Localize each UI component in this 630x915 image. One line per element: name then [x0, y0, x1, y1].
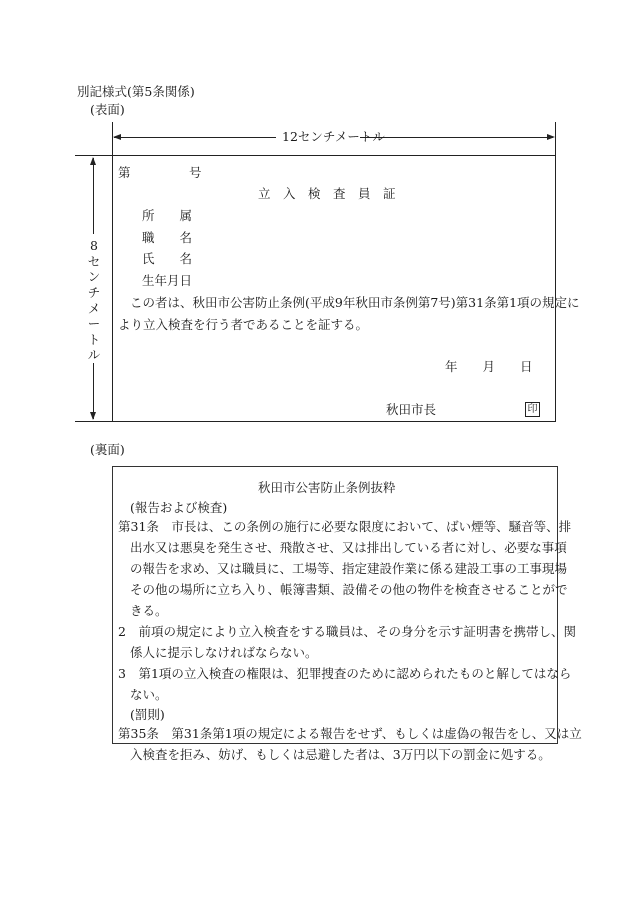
- width-arrow-left-head: [113, 134, 121, 140]
- field-position: 職 名: [142, 230, 193, 245]
- field-name: 氏 名: [142, 251, 193, 266]
- height-arrow-bottom-head: [90, 412, 96, 420]
- article-35-line: 第35条 第31条第1項の規定による報告をせず、もしくは虚偽の報告をし、又は立: [118, 726, 582, 741]
- certificate-title: 立 入 検 査 員 証: [258, 186, 396, 201]
- issuer-name: 秋田市長: [386, 402, 437, 417]
- width-dimension-label: 12センチメートル: [282, 129, 385, 144]
- field-birthdate: 生年月日: [142, 273, 193, 288]
- article-31-paragraph-3-line: 3 第1項の立入検査の権限は、犯罪捜査のために認められたものと解してはなら: [118, 666, 572, 681]
- field-affiliation: 所 属: [142, 208, 193, 223]
- ordinance-excerpt-title: 秋田市公害防止条例抜粋: [258, 480, 396, 495]
- section-heading-report-inspection: (報告および検査): [130, 500, 228, 515]
- article-31-line: その他の場所に立ち入り、帳簿書類、設備その他の物件を検査させることがで: [130, 582, 568, 597]
- section-heading-penalties: (罰則): [130, 707, 165, 722]
- height-dimension-label: 8 セ ン チ メ ー ト ル: [87, 238, 101, 363]
- height-arrow-top-head: [90, 157, 96, 165]
- certify-text-line2: より立入検査を行う者であることを証する。: [118, 317, 369, 332]
- certificate-number-suffix: 号: [189, 165, 202, 180]
- form-title: 別記様式(第5条関係): [77, 84, 195, 99]
- article-31-line: 出水又は悪臭を発生させ、飛散させ、又は排出している者に対し、必要な事項: [130, 540, 567, 555]
- width-arrow-left-line: [114, 137, 276, 138]
- article-31-paragraph-2-line: 係人に提示しなければならない。: [130, 645, 318, 660]
- front-card-right-border: [555, 122, 556, 422]
- width-arrow-right-line: [360, 137, 553, 138]
- article-35-line: 入検査を拒み、妨げ、もしくは忌避した者は、3万円以下の罰金に処する。: [130, 747, 551, 762]
- front-card-top-border: [75, 155, 556, 156]
- height-arrow-top-line: [93, 158, 94, 234]
- back-label: (裏面): [90, 442, 125, 457]
- article-31-line: の報告を求め、又は職員に、工場等、指定建設作業に係る建設工事の工事現場: [130, 561, 568, 576]
- issue-date: 年 月 日: [445, 359, 533, 374]
- width-arrow-right-head: [547, 134, 555, 140]
- article-31-paragraph-3-line: ない。: [130, 687, 168, 702]
- certify-text-line1: この者は、秋田市公害防止条例(平成9年秋田市条例第7号)第31条第1項の規定に: [130, 295, 580, 310]
- front-label: (表面): [90, 102, 125, 117]
- article-31-line: 第31条 市長は、この条例の施行に必要な限度において、ばい煙等、騒音等、排: [118, 519, 572, 534]
- article-31-line: きる。: [130, 603, 168, 618]
- article-31-paragraph-2-line: 2 前項の規定により立入検査をする職員は、その身分を示す証明書を携帯し、関: [118, 624, 576, 639]
- front-card-bottom-border: [75, 421, 556, 422]
- seal-stamp: 印: [525, 402, 540, 417]
- front-card-left-border: [112, 122, 113, 422]
- certificate-number-prefix: 第: [118, 165, 131, 180]
